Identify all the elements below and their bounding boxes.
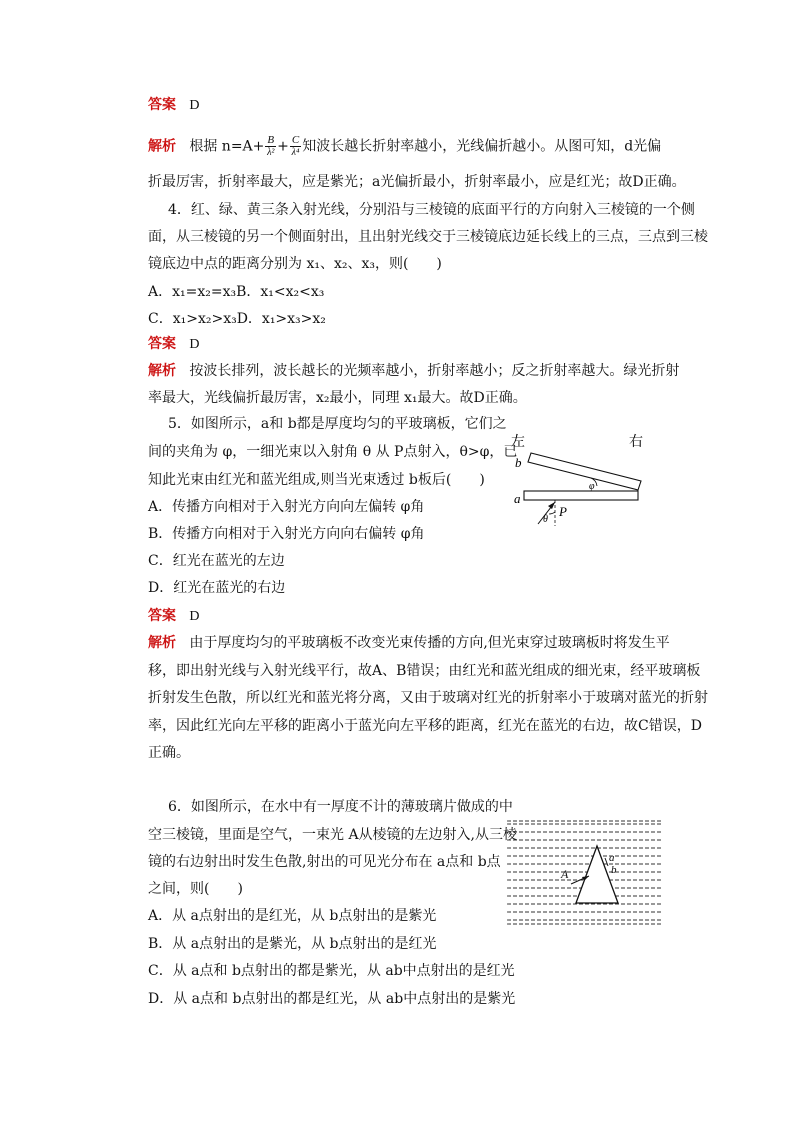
q6-option-c: C．从 a点和 b点射出的都是紫光，从 ab中点射出的是红光 [148, 963, 515, 979]
analysis-label: 解析 [148, 138, 176, 155]
answer-label: 答案 [148, 336, 176, 352]
point-b-label: b [611, 864, 617, 876]
q3-analysis-post: 知波长越长折射率越小，光线偏折越小。从图可知，d光偏 [302, 138, 662, 155]
q5-option-b: B．传播方向相对于入射光方向向右偏转 φ角 [148, 526, 425, 542]
q4-answer-line [148, 334, 199, 355]
q5-answer-value: D [189, 609, 200, 624]
q3-answer-line [148, 95, 199, 116]
answer-label: 答案 [148, 97, 176, 113]
right-label: 右 [629, 435, 643, 450]
q6-stem-line4: 之间，则( ) [148, 881, 243, 897]
analysis-label: 解析 [148, 363, 176, 379]
q6-option-a: A．从 a点射出的是红光，从 b点射出的是紫光 [148, 908, 437, 924]
fraction-c-over-lambda4: $\frac{C}{\text{λ⁴}}$ [291, 134, 300, 158]
q5-answer-line [148, 606, 199, 627]
q4-option-ab: A．x₁=x₂=x₃B．x₁<x₂<x₃ [148, 284, 325, 300]
q4-analysis-line2: 率最大，光线偏折最厉害，x₂最小，同理 x₁最大。故D正确。 [148, 390, 527, 406]
q5-analysis-line2: 移，即出射光线与入射光线平行，故A、B错误；由红光和蓝光组成的细光束，经平玻璃板 [148, 663, 701, 679]
water-lines [507, 821, 663, 924]
q5-option-c: C．红光在蓝光的左边 [148, 553, 285, 569]
q3-analysis-line2: 折最厉害，折射率最大，应是紫光；a光偏折最小，折射率最小，应是红光；故D正确。 [148, 174, 686, 190]
q6-stem-line2: 空三棱镜，里面是空气，一束光 A从棱镜的左边射入,从三棱 [148, 827, 518, 843]
q6-stem-line1: 6．如图所示，在水中有一厚度不计的薄玻璃片做成的中 [168, 799, 513, 815]
q5-stem-line3: 知此光束由红光和蓝光组成,则当光束透过 b板后( ) [148, 472, 485, 488]
q4-stem-line2: 面，从三棱镜的另一个侧面射出，且出射光线交于三棱镜底边延长线上的三点，三点到三棱 [148, 229, 708, 245]
q5-option-d: D．红光在蓝光的右边 [148, 580, 286, 596]
q3-answer-value: D [189, 98, 200, 113]
q6-prism-in-water-diagram [505, 818, 665, 933]
q5-analysis-line1: 解析 由于厚度均匀的平玻璃板不改变光束传播的方向,但光束穿过玻璃板时将发生平 [148, 635, 670, 651]
left-label: 左 [511, 435, 525, 450]
theta-label: θ [543, 514, 548, 525]
point-p-label: P [559, 504, 567, 519]
q4-analysis-line1: 解析 按波长排列，波长越长的光频率越小，折射率越小；反之折射率越大。绿光折射 [148, 363, 680, 379]
plate-b [528, 453, 641, 490]
q3-analysis-line1: 解析 根据 n=A+ $\frac{B}{\text{λ²}}$ + $\frac{C}{\text{λ⁴}}$ 知波长越长折射率越小，光线偏折越小。从图可知，d光偏 [148, 134, 662, 158]
plate-a [524, 491, 638, 500]
plate-a-label: a [514, 491, 521, 506]
exit-ray [605, 858, 608, 866]
q5-stem-line2: 间的夹角为 φ，一细光束以入射角 θ 从 P点射入，θ>φ，已 [148, 444, 518, 460]
q5-analysis-line5: 正确。 [148, 745, 190, 761]
beam-a-label: A [561, 867, 569, 881]
q5-analysis-line4: 率，因此红光向左平移的距离小于蓝光向左平移的距离，红光在蓝光的右边，故C错误，D [148, 718, 702, 734]
q5-analysis-line3: 折射发生色散，所以红光和蓝光将分离，又由于玻璃对红光的折射率小于玻璃对蓝光的折射 [148, 690, 708, 706]
q5-glass-plates-diagram [505, 430, 655, 530]
analysis-label: 解析 [148, 635, 176, 651]
plate-b-label: b [515, 455, 522, 470]
q6-stem-line3: 镜的右边射出时发生色散,射出的可见光分布在 a点和 b点 [148, 854, 501, 870]
q6-option-b: B．从 a点射出的是紫光，从 b点射出的是红光 [148, 936, 437, 952]
q5-stem-line1: 5．如图所示，a和 b都是厚度均匀的平玻璃板，它们之 [168, 416, 507, 432]
answer-label: 答案 [148, 608, 176, 624]
ray-arrow [548, 502, 555, 509]
phi-label: φ [589, 481, 595, 492]
q5-option-a: A．传播方向相对于入射光方向向左偏转 φ角 [148, 499, 425, 515]
theta-arc [549, 512, 555, 514]
q6-option-d: D．从 a点和 b点射出的都是红光，从 ab中点射出的是紫光 [148, 991, 516, 1007]
q4-answer-value: D [189, 337, 200, 352]
q4-stem-line1: 4．红、绿、黄三条入射光线，分别沿与三棱镜的底面平行的方向射入三棱镜的一个侧 [168, 202, 695, 218]
q4-stem-line3: 镜底边中点的距离分别为 x₁、x₂、x₃，则( ) [148, 256, 442, 272]
fraction-b-over-lambda2: $\frac{B}{\text{λ²}}$ [267, 134, 275, 158]
q4-option-cd: C．x₁>x₂>x₃D．x₁>x₃>x₂ [148, 311, 326, 327]
q3-analysis-pre: 根据 n=A+ [189, 138, 265, 155]
point-a-label: a [609, 852, 615, 864]
